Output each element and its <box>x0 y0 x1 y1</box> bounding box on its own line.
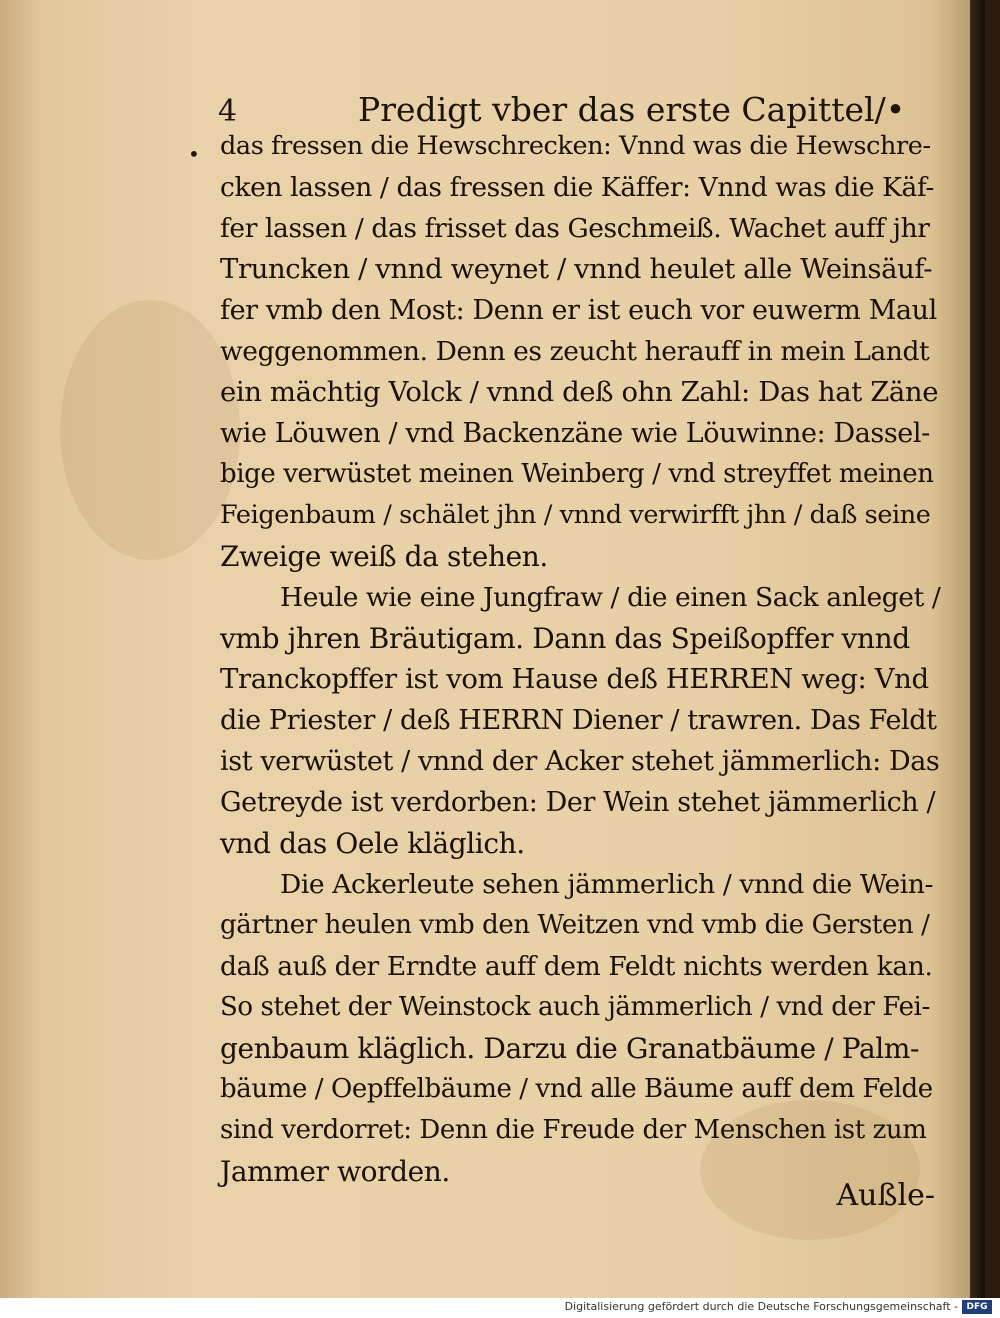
text-line: sind verdorret: Denn die Freude der Menschen ist zum <box>220 1115 927 1145</box>
dfg-logo: DFG <box>962 1300 992 1314</box>
text-line: So stehet der Weinstock auch jämmerlich / vnd der Fei- <box>220 992 930 1022</box>
text-line: cken lassen / das fressen die Käffer: Vnnd was die Käf- <box>220 172 934 203</box>
text-line: vnd das Oele kläglich. <box>220 827 525 860</box>
text-line: Getreyde ist verdorben: Der Wein stehet jämmerlich / <box>220 787 936 818</box>
text-line: Feigenbaum / schälet jhn / vnnd verwirfft jhn / daß seine <box>220 500 931 530</box>
running-head: Predigt vber das erste Capittel/• <box>358 90 906 129</box>
catchword: Außle- <box>836 1178 935 1213</box>
text-line: fer vmb den Most: Denn er ist euch vor euwerm Maul <box>220 295 937 326</box>
text-line: fer lassen / das frisset das Geschmeiß. Wachet auff jhr <box>220 213 930 244</box>
text-line: Jammer worden. <box>220 1155 450 1188</box>
text-line: bige verwüstet meinen Weinberg / vnd streyffet meinen <box>220 459 934 489</box>
text-line: gärtner heulen vmb den Weitzen vnd vmb die Gersten / <box>220 910 930 940</box>
text-line: daß auß der Erndte auff dem Feldt nichts werden kan. <box>220 951 933 982</box>
text-line: Truncken / vnnd weynet / vnnd heulet alle Weinsäuf- <box>220 253 933 285</box>
text-line: die Priester / deß HERRN Diener / trawren. Das Feldt <box>220 705 937 736</box>
text-line: Die Ackerleute sehen jämmerlich / vnnd die Wein- <box>280 869 934 900</box>
text-line: ist verwüstet / vnnd der Acker stehet jämmerlich: Das <box>220 746 940 777</box>
paper-stain <box>60 300 240 560</box>
text-line: vmb jhren Bräutigam. Dann das Speißopffer vnnd <box>220 622 910 655</box>
footer-credit: Digitalisierung gefördert durch die Deutsche Forschungsgemeinschaft - <box>564 1300 958 1313</box>
text-line: wie Löuwen / vnd Backenzäne wie Löuwinne: Dassel- <box>220 418 930 449</box>
margin-mark: • <box>188 142 200 166</box>
text-line: bäume / Oepffelbäume / vnd alle Bäume auff dem Felde <box>220 1074 933 1104</box>
page-number: 4 <box>218 94 238 129</box>
text-line: weggenommen. Denn es zeucht herauff in mein Landt <box>220 336 930 367</box>
text-line: Zweige weiß da stehen. <box>220 540 548 573</box>
text-line: ein mächtig Volck / vnnd deß ohn Zahl: Das hat Zäne <box>220 376 939 408</box>
text-line: Heule wie eine Jungfraw / die einen Sack anleget / <box>280 582 941 613</box>
text-line: das fressen die Hewschrecken: Vnnd was die Hewschre- <box>220 131 931 161</box>
text-line: genbaum kläglich. Darzu die Granatbäume / Palm- <box>220 1032 920 1065</box>
body-text <box>220 126 940 1192</box>
footer-bar <box>0 1298 1000 1318</box>
page-edge <box>970 0 985 1298</box>
text-line: Tranckopffer ist vom Hause deß HERREN weg: Vnd <box>220 663 929 695</box>
